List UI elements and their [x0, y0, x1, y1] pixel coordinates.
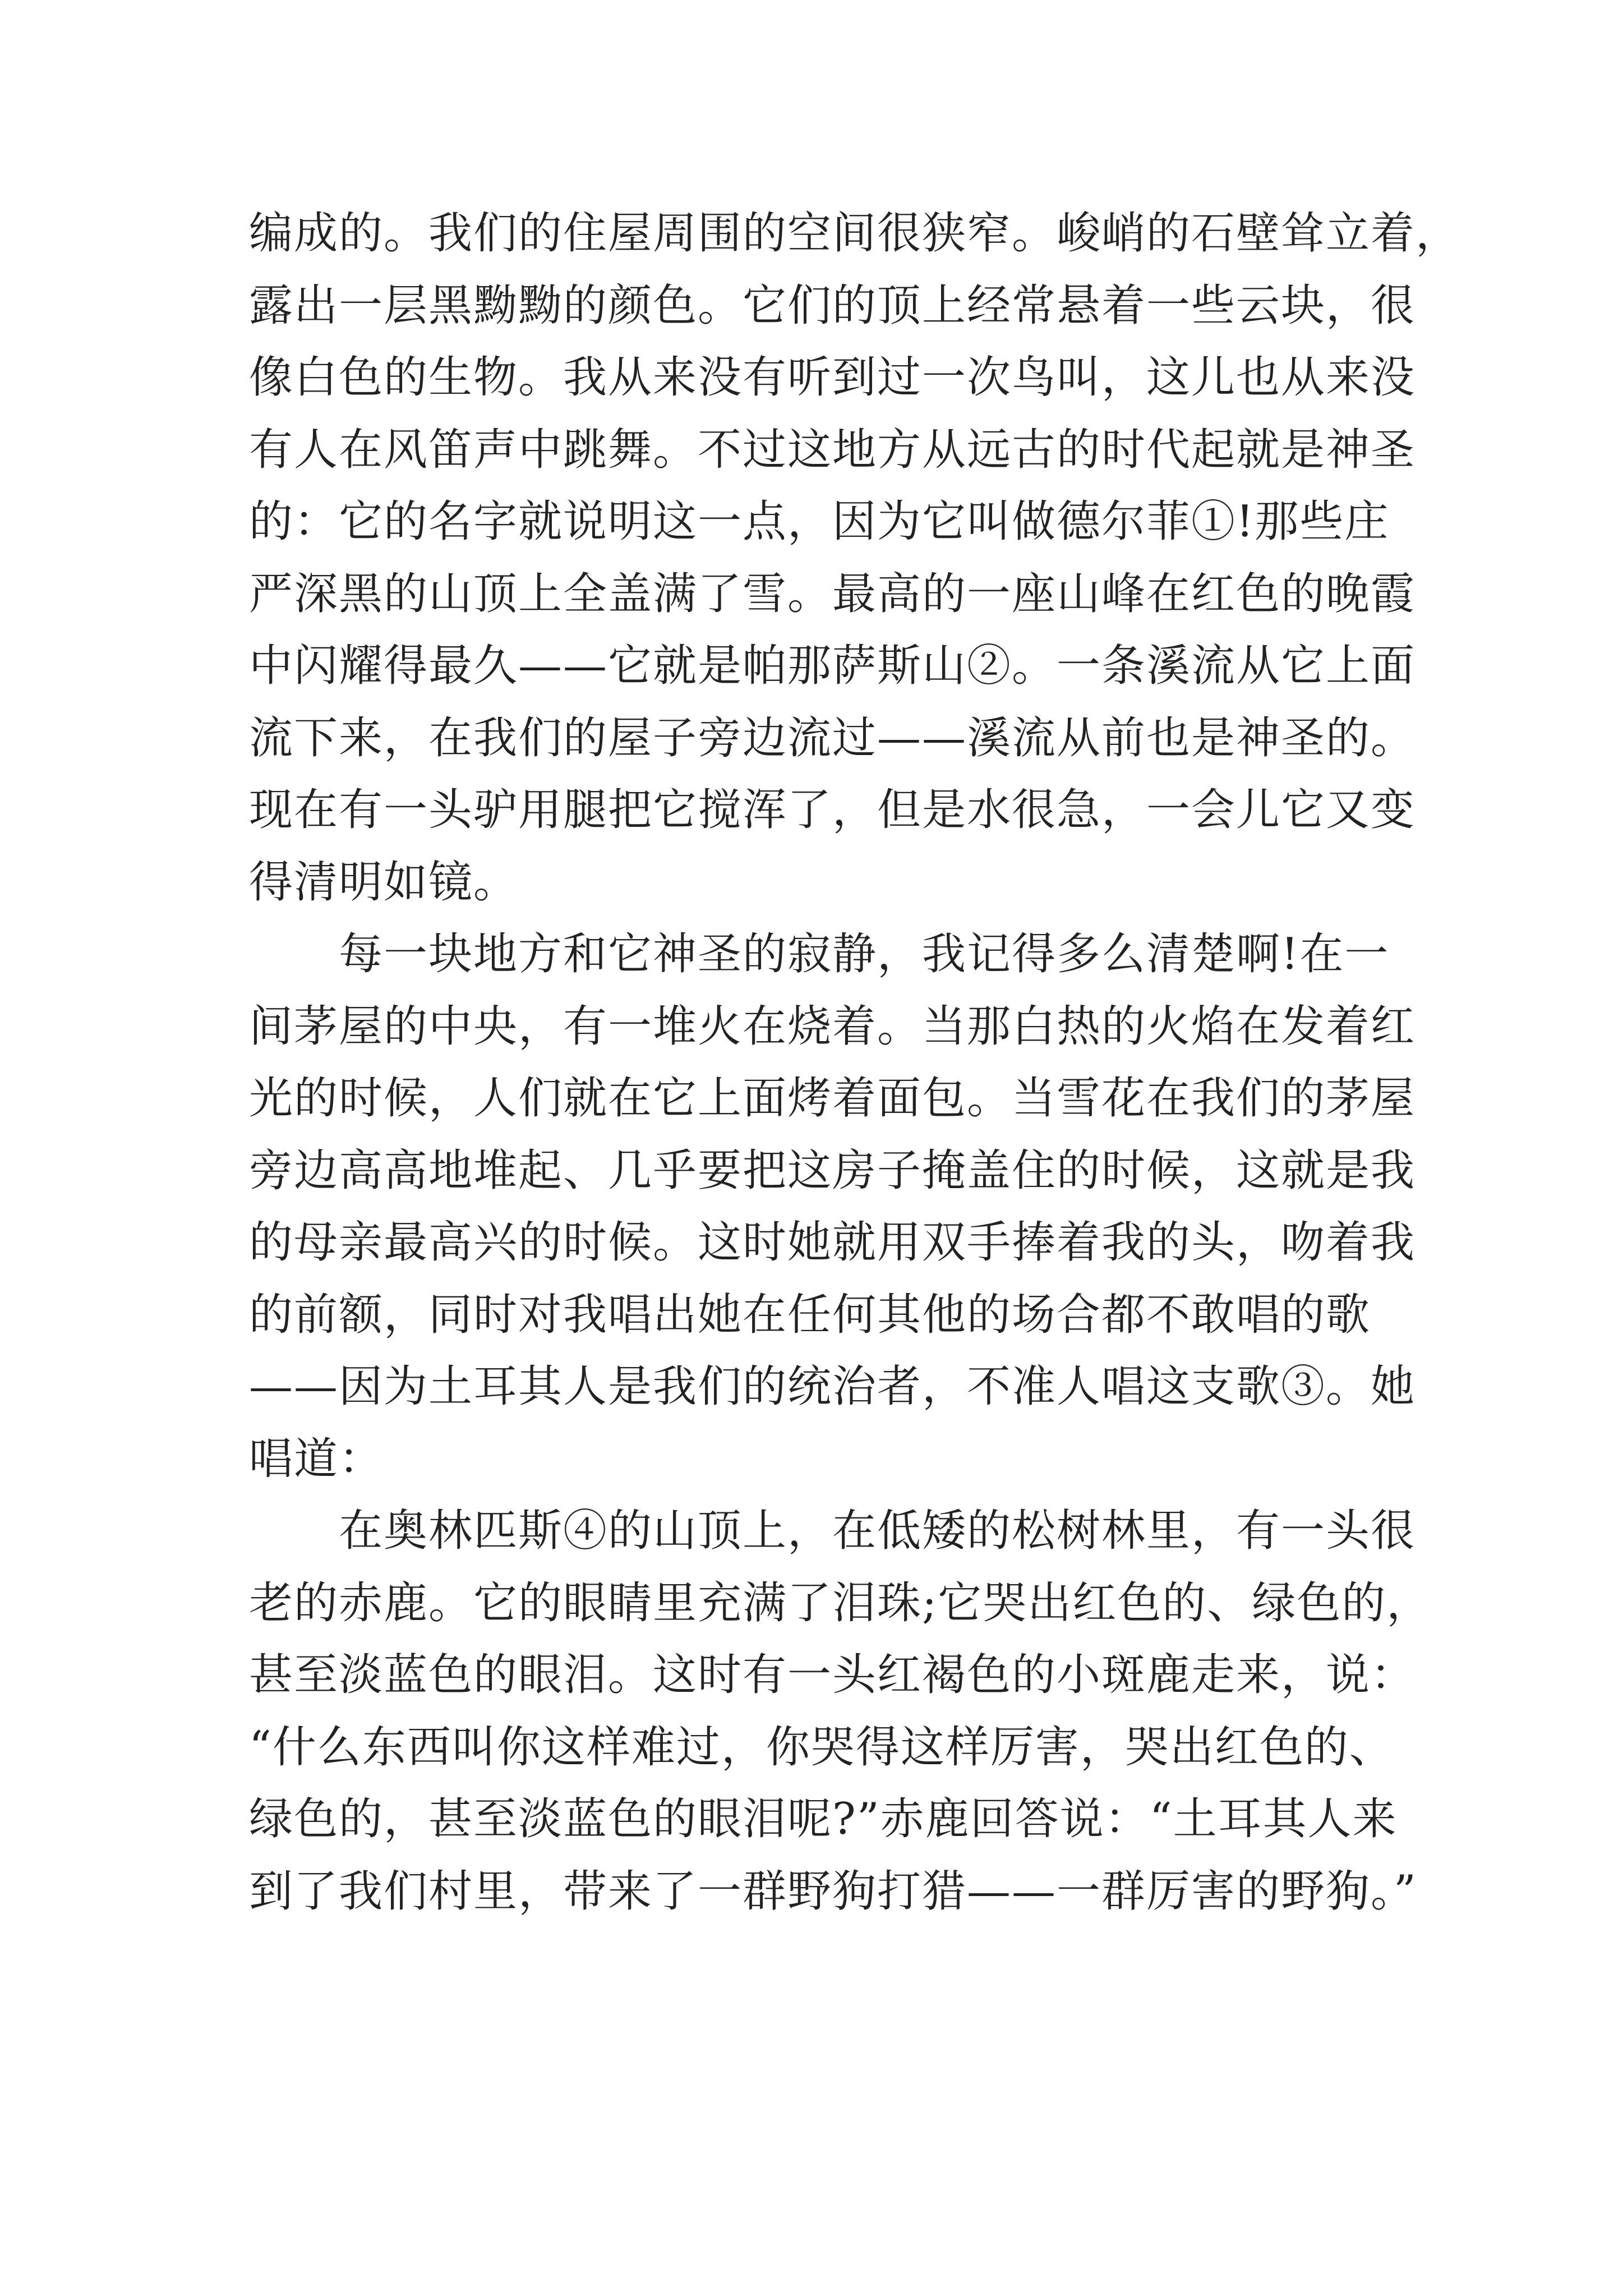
- text-line: 甚至淡蓝色的眼泪。这时有一头红褐色的小斑鹿走来，说：: [249, 1650, 1416, 1700]
- text-line: 露出一层黑黝黝的颜色。它们的顶上经常悬着一些云块，很: [249, 280, 1416, 331]
- text-line: 绿色的，甚至淡蓝色的眼泪呢?”赤鹿回答说：“土耳其人来: [249, 1794, 1398, 1844]
- text-line: “什么东西叫你这样难过，你哭得这样厉害，哭出红色的、: [249, 1722, 1394, 1773]
- text-line: 中闪耀得最久——它就是帕那萨斯山②。一条溪流从它上面: [249, 641, 1416, 691]
- text-line: 唱道：: [249, 1433, 384, 1484]
- text-line: 编成的。我们的住屋周围的空间很狭窄。峻峭的石壁耸立着，: [249, 208, 1461, 259]
- text-line: 间茅屋的中央，有一堆火在烧着。当那白热的火焰在发着红: [249, 1001, 1416, 1052]
- text-line: 得清明如镜。: [249, 857, 519, 908]
- text-line: 像白色的生物。我从来没有听到过一次鸟叫，这儿也从来没: [249, 352, 1416, 403]
- body-text: [249, 197, 1461, 1927]
- text-line: 的母亲最高兴的时候。这时她就用双手捧着我的头，吻着我: [249, 1217, 1416, 1268]
- text-line: 的前额，同时对我唱出她在任何其他的场合都不敢唱的歌: [249, 1289, 1371, 1340]
- text-line: 有人在风笛声中跳舞。不过这地方从远古的时代起就是神圣: [249, 424, 1416, 475]
- text-line: 流下来，在我们的屋子旁边流过——溪流从前也是神圣的。: [249, 712, 1416, 763]
- paragraph-first-line: 每一块地方和它神圣的寂静，我记得多么清楚啊!在一: [339, 929, 1390, 979]
- text-line: 的：它的名字就说明这一点，因为它叫做德尔菲①!那些庄: [249, 496, 1390, 547]
- text-line: ——因为土耳其人是我们的统治者，不准人唱这支歌③。她: [249, 1361, 1416, 1412]
- text-line: 老的赤鹿。它的眼睛里充满了泪珠;它哭出红色的、绿色的，: [249, 1577, 1432, 1628]
- text-line: 光的时候，人们就在它上面烤着面包。当雪花在我们的茅屋: [249, 1073, 1416, 1124]
- text-line: 现在有一头驴用腿把它搅浑了，但是水很急，一会儿它又变: [249, 785, 1416, 835]
- text-line: 旁边高高地堆起、几乎要把这房子掩盖住的时候，这就是我: [249, 1145, 1416, 1196]
- paragraph-first-line: 在奥林匹斯④的山顶上，在低矮的松树林里，有一头很: [339, 1506, 1416, 1556]
- text-line: 严深黑的山顶上全盖满了雪。最高的一座山峰在红色的晚霞: [249, 568, 1416, 619]
- text-line: 到了我们村里，带来了一群野狗打猎——一群厉害的野狗。”: [249, 1866, 1417, 1917]
